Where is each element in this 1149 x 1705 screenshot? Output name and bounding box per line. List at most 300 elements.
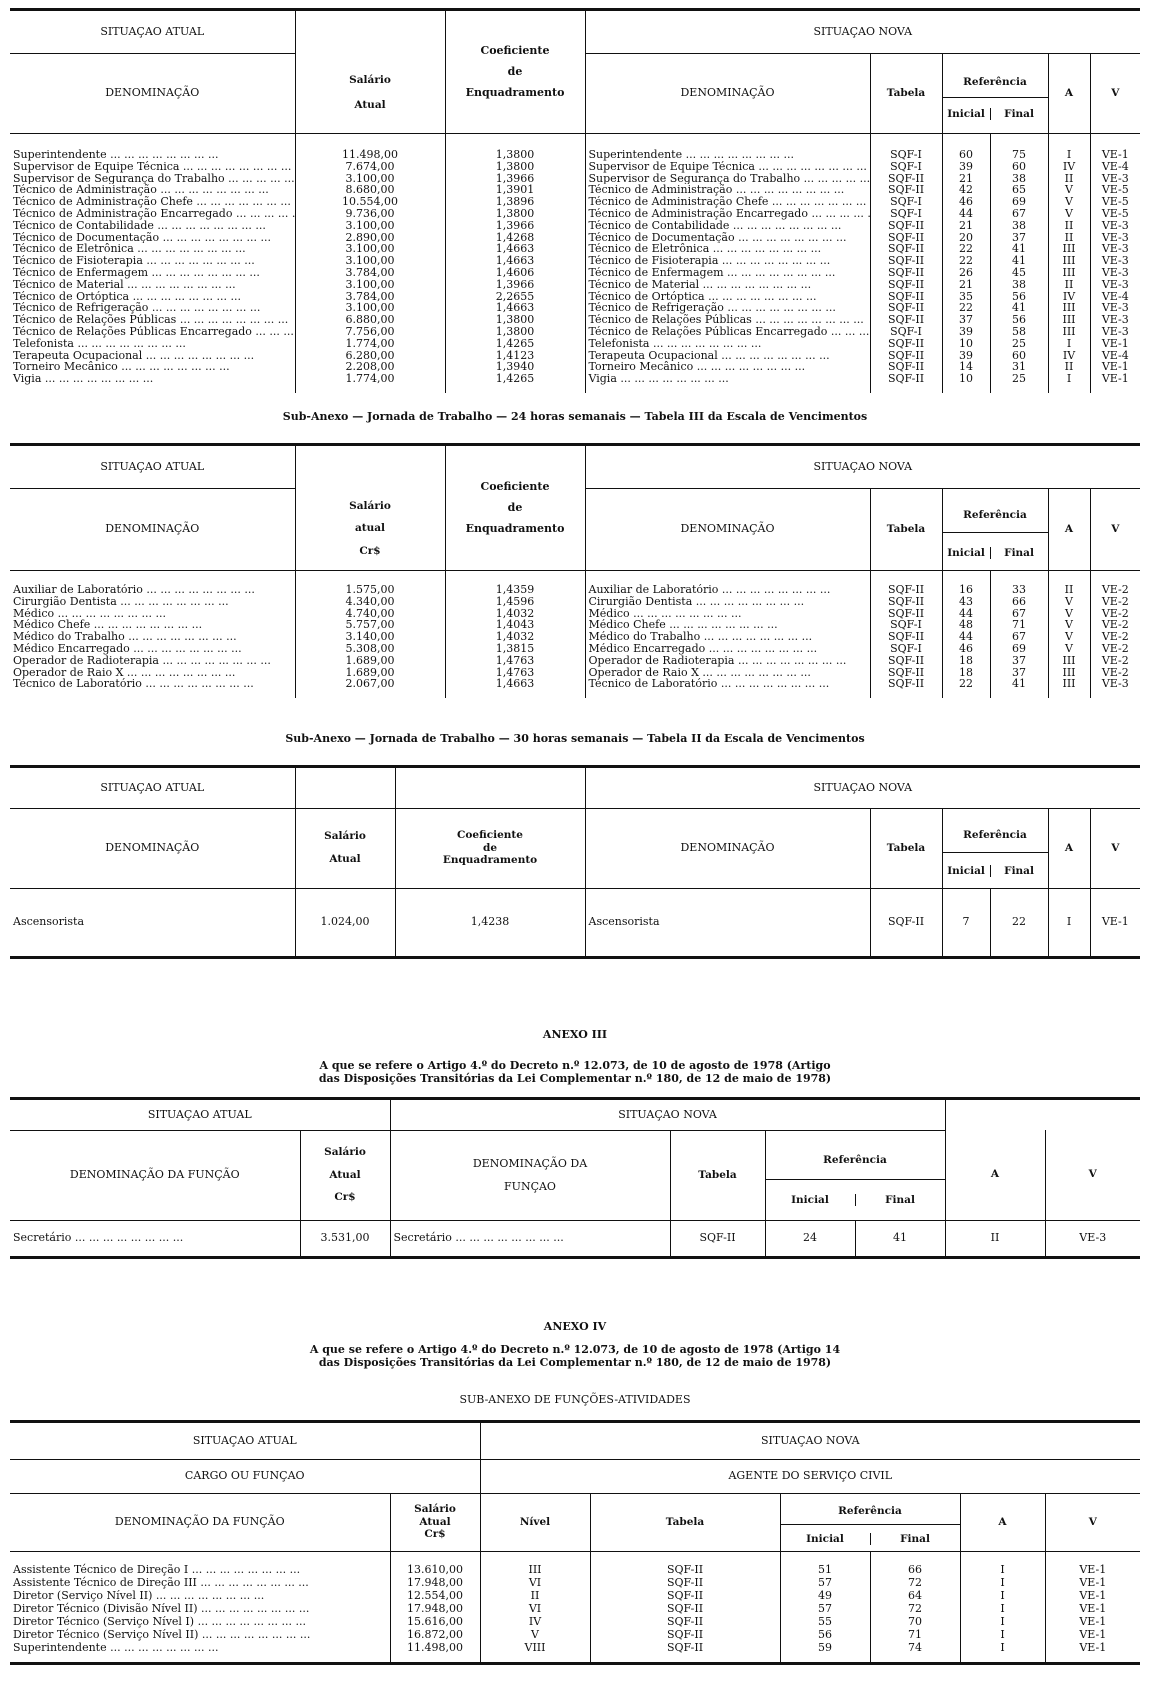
- denominacao-header: DENOMINAÇÃO: [105, 522, 200, 536]
- cell-salario: 3.100,00: [295, 173, 445, 185]
- cell-tabela: SQF-II: [590, 1641, 780, 1654]
- cell-a: III: [1048, 655, 1090, 667]
- table-row: [10, 149, 1140, 161]
- cell-inicial: 46: [942, 196, 990, 208]
- cell-denominacao-nova: Técnico de Eletrônica ... .: [585, 243, 870, 255]
- inicial-header: Inicial: [947, 864, 985, 877]
- cell-v: VE-2: [1090, 643, 1140, 655]
- cell-inicial: 35: [942, 291, 990, 303]
- cell-denominacao-nova: Técnico de Administração ... .: [585, 184, 870, 196]
- cell-salario: 1.689,00: [295, 655, 445, 667]
- nivel-header: Nível: [480, 1493, 590, 1551]
- cell-v: VE-1: [1090, 373, 1140, 385]
- cell-v: VE-1: [1045, 1576, 1140, 1589]
- cell-v: VE-1: [1090, 888, 1140, 956]
- cell-v: VE-3: [1090, 255, 1140, 267]
- cell-denominacao: Médico do Trabalho ... .: [10, 631, 295, 643]
- cell-a: I: [1048, 888, 1090, 956]
- cell-final: 56: [990, 291, 1048, 303]
- cell-coeficiente: 1,3800: [445, 161, 585, 173]
- cell-denominacao: Diretor Técnico (Serviço Nível I) ... .: [10, 1615, 390, 1628]
- referencia-header: Referência: [781, 1499, 960, 1525]
- cell-inicial: 60: [942, 149, 990, 161]
- table-row: [10, 291, 1140, 303]
- cell-denominacao: Telefonista ... .: [10, 338, 295, 350]
- cell-denominacao: Técnico de Laboratório ... .: [10, 678, 295, 690]
- final-header: Final: [870, 1533, 960, 1546]
- cell-tabela: SQF-II: [870, 267, 942, 279]
- cell-inicial: 21: [942, 279, 990, 291]
- cell-v: VE-3: [1090, 173, 1140, 185]
- a-header: A: [1048, 488, 1090, 570]
- cell-final: 75: [990, 149, 1048, 161]
- cell-denominacao: Técnico de Material ... .: [10, 279, 295, 291]
- cell-final: 64: [870, 1589, 960, 1602]
- cell-v: VE-1: [1090, 149, 1140, 161]
- cell-denominacao-nova: Telefonista ... .: [585, 338, 870, 350]
- cell-a: III: [1048, 255, 1090, 267]
- cell-tabela: SQF-II: [590, 1615, 780, 1628]
- cell-denominacao-nova: Médico Chefe ... .: [585, 619, 870, 631]
- anexo-iii-line-2: das Disposições Transitórias da Lei Complementar n.º 180, de 12 de maio de 1978): [318, 1072, 832, 1085]
- cell-tabela: SQF-II: [590, 1589, 780, 1602]
- coef-header-2: de: [482, 841, 498, 854]
- cell-a: I: [960, 1628, 1045, 1641]
- cell-v: VE-1: [1045, 1563, 1140, 1576]
- table-row: [10, 267, 1140, 279]
- cell-denominacao: Operador de Radioterapia ... .: [10, 655, 295, 667]
- cell-denominacao: Técnico de Fisioterapia ... .: [10, 255, 295, 267]
- table-row: [10, 255, 1140, 267]
- cell-v: VE-2: [1090, 655, 1140, 667]
- cell-a: V: [1048, 184, 1090, 196]
- cell-denominacao-nova: Técnico de Administração Chefe ... .: [585, 196, 870, 208]
- final-header: Final: [990, 108, 1048, 121]
- cell-final: 56: [990, 314, 1048, 326]
- cell-coeficiente: 1,4032: [445, 631, 585, 643]
- cell-tabela: SQF-II: [870, 678, 942, 690]
- anexo-iii-title: ANEXO III: [542, 1028, 608, 1041]
- final-header: Final: [990, 547, 1048, 560]
- table-row: [10, 173, 1140, 185]
- coef-header-2: de: [507, 65, 523, 79]
- table-row: [10, 220, 1140, 232]
- a-header: A: [1048, 808, 1090, 888]
- cell-tabela: SQF-II: [870, 314, 942, 326]
- cell-coeficiente: 1,4606: [445, 267, 585, 279]
- cell-denominacao-nova: Supervisor de Equipe Técnica ... .: [585, 161, 870, 173]
- cell-a: I: [1048, 338, 1090, 350]
- cell-coeficiente: 1,4123: [445, 350, 585, 362]
- cell-v: VE-5: [1090, 184, 1140, 196]
- cell-a: II: [945, 1220, 1045, 1256]
- cell-inicial: 59: [780, 1641, 870, 1654]
- anexo-iv-line-2: das Disposições Transitórias da Lei Complementar n.º 180, de 12 de maio de 1978): [318, 1356, 832, 1369]
- sub-anexo-funcoes: SUB-ANEXO DE FUNÇÕES-ATIVIDADES: [459, 1393, 691, 1406]
- denominacao-nova-header: DENOMINAÇÃO: [585, 53, 870, 133]
- cell-nivel: VI: [480, 1602, 590, 1615]
- cell-denominacao-nova: Técnico de Documentação ... .: [585, 232, 870, 244]
- table-row: [10, 1563, 1140, 1576]
- v-header: V: [1045, 1493, 1140, 1551]
- table-row: [10, 196, 1140, 208]
- cell-coeficiente: 1,4043: [445, 619, 585, 631]
- cell-tabela: SQF-II: [870, 255, 942, 267]
- salario-header: Salário: [414, 1503, 456, 1516]
- cell-denominacao-nova: Secretário ... .: [390, 1220, 670, 1256]
- cell-v: VE-4: [1090, 350, 1140, 362]
- cell-coeficiente: 1,4268: [445, 232, 585, 244]
- cell-final: 41: [990, 302, 1048, 314]
- crs-header: Cr$: [424, 1528, 446, 1541]
- referencia-header: Referência: [766, 1144, 945, 1180]
- cell-denominacao: Técnico de Contabilidade ... .: [10, 220, 295, 232]
- a-header: A: [960, 1493, 1045, 1551]
- cell-denominacao-nova: Ascensorista: [585, 888, 870, 956]
- referencia-header: Referência: [943, 499, 1048, 533]
- cell-inicial: 20: [942, 232, 990, 244]
- cell-final: 37: [990, 667, 1048, 679]
- cell-nivel: VIII: [480, 1641, 590, 1654]
- sub-anexo-30h: Sub-Anexo — Jornada de Trabalho — 30 horas semanais — Tabela II da Escala de Vencimentos: [285, 732, 865, 745]
- cell-v: VE-1: [1090, 338, 1140, 350]
- table-row: [10, 584, 1140, 596]
- cell-salario: 6.280,00: [295, 350, 445, 362]
- denominacao-nova-header: DENOMINAÇÃO: [585, 808, 870, 888]
- cell-salario: 15.616,00: [390, 1615, 480, 1628]
- coef-header-3: Enquadramento: [442, 854, 538, 867]
- cell-salario: 1.689,00: [295, 667, 445, 679]
- cell-final: 69: [990, 643, 1048, 655]
- cell-denominacao: Médico ... .: [10, 608, 295, 620]
- cell-a: V: [1048, 631, 1090, 643]
- cell-coeficiente: 1,4663: [445, 255, 585, 267]
- cell-a: III: [1048, 678, 1090, 690]
- cell-final: 31: [990, 361, 1048, 373]
- cell-tabela: SQF-II: [590, 1576, 780, 1589]
- cell-coeficiente: 1,4763: [445, 655, 585, 667]
- cell-salario: 9.736,00: [295, 208, 445, 220]
- cell-v: VE-1: [1045, 1602, 1140, 1615]
- cell-tabela: SQF-II: [870, 279, 942, 291]
- cell-final: 67: [990, 631, 1048, 643]
- referencia-header: Referência: [943, 819, 1048, 853]
- cell-coeficiente: 1,4663: [445, 302, 585, 314]
- cell-a: III: [1048, 314, 1090, 326]
- table-row: [10, 643, 1140, 655]
- cell-final: 70: [870, 1615, 960, 1628]
- table-row: [10, 1615, 1140, 1628]
- cell-final: 72: [870, 1576, 960, 1589]
- funcao-header: FUNÇAO: [504, 1180, 556, 1193]
- cell-a: I: [960, 1602, 1045, 1615]
- cell-denominacao: Cirurgião Dentista ... .: [10, 596, 295, 608]
- cell-a: III: [1048, 243, 1090, 255]
- coef-header-2: de: [507, 501, 523, 515]
- cell-denominacao-nova: Operador de Raio X ... .: [585, 667, 870, 679]
- cell-inicial: 39: [942, 161, 990, 173]
- inicial-header: Inicial: [791, 1193, 829, 1206]
- cell-tabela: SQF-II: [870, 655, 942, 667]
- cell-a: I: [960, 1563, 1045, 1576]
- cell-final: 67: [990, 208, 1048, 220]
- cell-v: VE-3: [1045, 1220, 1140, 1256]
- cell-denominacao: Vigia ... .: [10, 373, 295, 385]
- atual-header: atual: [354, 522, 386, 535]
- cell-v: VE-3: [1090, 302, 1140, 314]
- cell-coeficiente: 1,3966: [445, 173, 585, 185]
- cell-final: 41: [990, 678, 1048, 690]
- cell-salario: 6.880,00: [295, 314, 445, 326]
- cell-v: VE-5: [1090, 196, 1140, 208]
- cell-tabela: SQF-II: [870, 338, 942, 350]
- atual-header: Atual: [329, 1168, 361, 1181]
- referencia-header: Referência: [943, 66, 1048, 98]
- table-row: [10, 184, 1140, 196]
- cell-inicial: 37: [942, 314, 990, 326]
- cell-tabela: SQF-II: [590, 1628, 780, 1641]
- cell-final: 58: [990, 326, 1048, 338]
- table-row: [10, 1628, 1140, 1641]
- table-anexo-iv: [10, 1420, 1140, 1665]
- cell-inicial: 18: [942, 667, 990, 679]
- cell-tabela: SQF-II: [870, 173, 942, 185]
- cell-v: VE-2: [1090, 584, 1140, 596]
- cell-salario: 17.948,00: [390, 1576, 480, 1589]
- cell-a: II: [1048, 173, 1090, 185]
- cell-denominacao-nova: Técnico de Ortóptica ... .: [585, 291, 870, 303]
- cell-final: 71: [870, 1628, 960, 1641]
- coef-header-3: Enquadramento: [465, 86, 565, 100]
- cell-coeficiente: 1,4238: [395, 888, 585, 956]
- table-row: [10, 361, 1140, 373]
- coef-header-1: Coeficiente: [457, 829, 523, 842]
- cell-tabela: SQF-II: [590, 1563, 780, 1576]
- tabela-header: Tabela: [670, 1130, 765, 1220]
- cell-v: VE-3: [1090, 279, 1140, 291]
- cell-final: 60: [990, 161, 1048, 173]
- cell-denominacao-nova: Técnico de Material ... .: [585, 279, 870, 291]
- tabela-header: Tabela: [590, 1493, 780, 1551]
- anexo-iv-title: ANEXO IV: [543, 1320, 607, 1333]
- coef-header-1: Coeficiente: [480, 479, 550, 493]
- cell-tabela: SQF-II: [870, 350, 942, 362]
- cell-a: I: [1048, 149, 1090, 161]
- cell-tabela: SQF-II: [870, 667, 942, 679]
- cell-inicial: 14: [942, 361, 990, 373]
- cell-denominacao: Assistente Técnico de Direção III ... .: [10, 1576, 390, 1589]
- cell-coeficiente: 1,3800: [445, 326, 585, 338]
- cell-coeficiente: 1,3901: [445, 184, 585, 196]
- cell-final: 41: [855, 1220, 945, 1256]
- cell-v: VE-3: [1090, 220, 1140, 232]
- cell-inicial: 48: [942, 619, 990, 631]
- agente-servico-civil-header: AGENTE DO SERVIÇO CIVIL: [480, 1459, 1140, 1493]
- cell-a: V: [1048, 608, 1090, 620]
- cell-v: VE-3: [1090, 326, 1140, 338]
- cell-final: 33: [990, 584, 1048, 596]
- situacao-nova-header: SITUAÇAO NOVA: [585, 11, 1140, 53]
- cell-final: 67: [990, 608, 1048, 620]
- cell-salario: 7.674,00: [295, 161, 445, 173]
- cell-inicial: 55: [780, 1615, 870, 1628]
- salario-header: Salário: [349, 74, 391, 87]
- table-row: [10, 678, 1140, 690]
- cell-denominacao: Técnico de Relações Públicas ... .: [10, 314, 295, 326]
- cell-coeficiente: 1,3896: [445, 196, 585, 208]
- cell-salario: 12.554,00: [390, 1589, 480, 1602]
- cell-coeficiente: 2,2655: [445, 291, 585, 303]
- cell-a: III: [1048, 302, 1090, 314]
- cell-v: VE-3: [1090, 678, 1140, 690]
- cell-denominacao-nova: Técnico de Relações Públicas ... .: [585, 314, 870, 326]
- cell-v: VE-3: [1090, 232, 1140, 244]
- cell-denominacao-nova: Médico ... .: [585, 608, 870, 620]
- cell-v: VE-1: [1045, 1615, 1140, 1628]
- cell-final: 41: [990, 243, 1048, 255]
- cell-denominacao: Secretário ... .: [10, 1220, 300, 1256]
- cell-salario: 2.208,00: [295, 361, 445, 373]
- cell-tabela: SQF-II: [590, 1602, 780, 1615]
- atual-header: Atual: [419, 1515, 451, 1528]
- cell-salario: 11.498,00: [295, 149, 445, 161]
- cell-denominacao: Superintendente ... .: [10, 1641, 390, 1654]
- table-row: [10, 608, 1140, 620]
- cell-inicial: 39: [942, 350, 990, 362]
- cell-tabela: SQF-II: [870, 596, 942, 608]
- cell-inicial: 57: [780, 1602, 870, 1615]
- cell-tabela: SQF-II: [870, 220, 942, 232]
- cell-a: V: [1048, 208, 1090, 220]
- cell-inicial: 49: [780, 1589, 870, 1602]
- cell-a: IV: [1048, 291, 1090, 303]
- cell-final: 22: [990, 888, 1048, 956]
- cell-final: 69: [990, 196, 1048, 208]
- cell-denominacao: Técnico de Documentação ... .: [10, 232, 295, 244]
- v-header: V: [1090, 53, 1140, 133]
- cell-denominacao: Médico Chefe ... .: [10, 619, 295, 631]
- cell-nivel: III: [480, 1563, 590, 1576]
- cell-nivel: II: [480, 1589, 590, 1602]
- cell-denominacao-nova: Médico do Trabalho ... .: [585, 631, 870, 643]
- cell-coeficiente: 1,3966: [445, 279, 585, 291]
- table-row: [10, 1220, 1140, 1256]
- cell-denominacao-nova: Vigia ... .: [585, 373, 870, 385]
- table-row: [10, 1576, 1140, 1589]
- cell-denominacao-nova: Técnico de Enfermagem ... .: [585, 267, 870, 279]
- table-row: [10, 279, 1140, 291]
- table-row: [10, 232, 1140, 244]
- cell-nivel: VI: [480, 1576, 590, 1589]
- table-row: [10, 631, 1140, 643]
- table-3: [10, 765, 1140, 959]
- cell-final: 25: [990, 373, 1048, 385]
- table-row: [10, 302, 1140, 314]
- cell-salario: 13.610,00: [390, 1563, 480, 1576]
- cell-salario: 4.740,00: [295, 608, 445, 620]
- crs-header: Cr$: [334, 1191, 356, 1204]
- cell-denominacao: Técnico de Eletrônica ... .: [10, 243, 295, 255]
- denominacao-header: DENOMINAÇÃO: [105, 86, 200, 100]
- cell-denominacao: Técnico de Administração ... .: [10, 184, 295, 196]
- anexo-iv-line-1: A que se refere o Artigo 4.º do Decreto n.º 12.073, de 10 de agosto de 1978 (Artigo 14: [309, 1343, 841, 1356]
- cell-denominacao-nova: Operador de Radioterapia ... .: [585, 655, 870, 667]
- tabela-header: Tabela: [870, 53, 942, 133]
- cell-inicial: 10: [942, 338, 990, 350]
- cell-salario: 2.067,00: [295, 678, 445, 690]
- table-anexo-iii: [10, 1097, 1140, 1259]
- cell-tabela: SQF-II: [870, 631, 942, 643]
- cell-final: 38: [990, 173, 1048, 185]
- tabela-header: Tabela: [870, 808, 942, 888]
- final-header: Final: [990, 865, 1048, 878]
- a-header: A: [945, 1130, 1045, 1220]
- cell-final: 71: [990, 619, 1048, 631]
- atual-header: Atual: [354, 98, 386, 111]
- table-row: [10, 326, 1140, 338]
- table-row: [10, 888, 1140, 956]
- cell-denominacao-nova: Terapeuta Ocupacional ... .: [585, 350, 870, 362]
- cell-a: V: [1048, 619, 1090, 631]
- cell-salario: 4.340,00: [295, 596, 445, 608]
- table-2: [10, 443, 1140, 698]
- table-row: [10, 314, 1140, 326]
- cell-final: 38: [990, 220, 1048, 232]
- cell-v: VE-2: [1090, 667, 1140, 679]
- cell-a: III: [1048, 326, 1090, 338]
- table-1: [10, 8, 1140, 393]
- cell-inicial: 42: [942, 184, 990, 196]
- cell-coeficiente: 1,3940: [445, 361, 585, 373]
- v-header: V: [1090, 808, 1140, 888]
- cell-salario: 5.757,00: [295, 619, 445, 631]
- cell-inicial: 44: [942, 208, 990, 220]
- cell-denominacao-nova: Superintendente ... .: [585, 149, 870, 161]
- salario-header: Salário: [349, 499, 391, 512]
- cell-tabela: SQF-II: [870, 291, 942, 303]
- denominacao-funcao-header: DENOMINAÇÃO DA FUNÇÃO: [69, 1168, 240, 1182]
- cell-tabela: SQF-I: [870, 149, 942, 161]
- cell-denominacao-nova: Técnico de Refrigeração ... .: [585, 302, 870, 314]
- cell-salario: 1.024,00: [295, 888, 395, 956]
- cell-denominacao: Diretor Técnico (Serviço Nível II) ... .: [10, 1628, 390, 1641]
- cell-tabela: SQF-II: [870, 361, 942, 373]
- anexo-iii-line-1: A que se refere o Artigo 4.º do Decreto n.º 12.073, de 10 de agosto de 1978 (Artigo: [319, 1059, 831, 1072]
- cell-inicial: 21: [942, 173, 990, 185]
- cell-inicial: 16: [942, 584, 990, 596]
- situacao-atual-header: SITUAÇAO ATUAL: [10, 1100, 390, 1130]
- cell-salario: 11.498,00: [390, 1641, 480, 1654]
- cell-salario: 2.890,00: [295, 232, 445, 244]
- cargo-funcao-header: CARGO OU FUNÇAO: [184, 1469, 305, 1483]
- cell-salario: 1.774,00: [295, 373, 445, 385]
- cell-salario: 3.100,00: [295, 220, 445, 232]
- cell-inicial: 39: [942, 326, 990, 338]
- cell-inicial: 7: [942, 888, 990, 956]
- situacao-nova-header: SITUAÇAO NOVA: [585, 768, 1140, 808]
- cell-a: III: [1048, 267, 1090, 279]
- cell-a: V: [1048, 196, 1090, 208]
- cell-final: 38: [990, 279, 1048, 291]
- cell-v: VE-1: [1045, 1641, 1140, 1654]
- final-header: Final: [855, 1194, 945, 1207]
- situacao-nova-header: SITUAÇAO NOVA: [480, 1423, 1140, 1459]
- situacao-nova-header: SITUAÇAO NOVA: [585, 446, 1140, 488]
- cell-v: VE-3: [1090, 243, 1140, 255]
- cell-salario: 3.100,00: [295, 243, 445, 255]
- situacao-atual-header: SITUAÇAO ATUAL: [100, 781, 205, 795]
- cell-final: 65: [990, 184, 1048, 196]
